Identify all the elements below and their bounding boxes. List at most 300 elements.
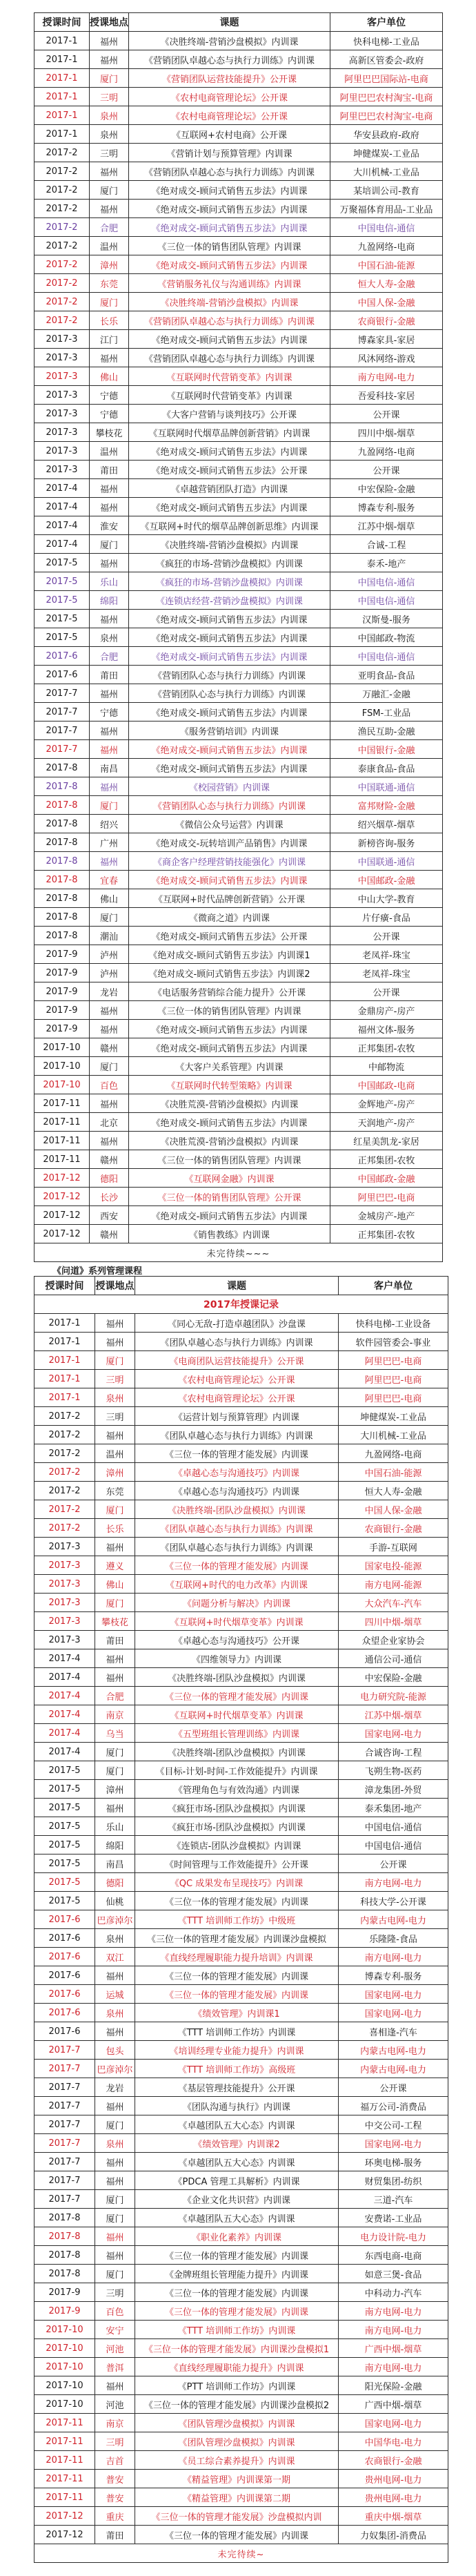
client-cell: 阿里巴巴-电商 [339, 1370, 448, 1388]
place-cell: 佛山 [90, 367, 129, 386]
place-cell: 宁德 [90, 405, 129, 423]
place-cell: 厦门 [90, 1057, 129, 1076]
place-cell: 福州 [95, 1799, 135, 1817]
place-cell: 厦门 [95, 2115, 135, 2134]
client-cell: 国家电网-电力 [339, 1724, 448, 1743]
topic-cell: 《卓越心态与沟通技巧》内训课 [135, 1482, 339, 1500]
client-cell: 阿里巴巴农村淘宝-电商 [330, 88, 443, 106]
place-cell: 乌当 [95, 1724, 135, 1743]
table-row [34, 2507, 448, 2526]
table-row [34, 367, 443, 386]
date-cell: 2017-2 [34, 1463, 95, 1482]
topic-cell: 《三位一体的管理才能发展》内训课 [135, 2283, 339, 2302]
client-cell: 恒大人寿-金融 [330, 274, 443, 293]
client-cell: 大川机械-工业品 [339, 1426, 448, 1444]
date-cell: 2017-3 [34, 405, 90, 423]
date-cell: 2017-5 [34, 1854, 95, 1873]
place-cell: 厦门 [90, 908, 129, 927]
topic-cell: 《企业文化共识营》内训课 [135, 2190, 339, 2209]
client-cell: 博森专利-服务 [339, 1966, 448, 1985]
client-cell: 四川中烟-烟草 [330, 423, 443, 442]
table-row [34, 2097, 448, 2115]
place-cell: 长沙 [90, 1188, 129, 1206]
date-cell: 2017-7 [34, 2153, 95, 2171]
place-cell: 泉州 [95, 2004, 135, 2022]
topic-cell: 《精益管理》内训课第一期 [135, 2470, 339, 2488]
topic-cell: 《管理角色与有效沟通》内训课 [135, 1780, 339, 1799]
date-cell: 2017-1 [34, 1388, 95, 1407]
date-cell: 2017-8 [34, 796, 90, 815]
date-cell: 2017-8 [34, 777, 90, 796]
date-cell: 2017-2 [34, 200, 90, 218]
table-row [34, 1206, 443, 1225]
place-cell: 福州 [90, 684, 129, 703]
topic-cell: 《卓越团队五大心态》内训课 [135, 2153, 339, 2171]
table-row [34, 815, 443, 833]
topic-cell: 《PDCA 管理工具解析》内训课 [135, 2171, 339, 2190]
place-cell: 厦门 [95, 1743, 135, 1761]
client-cell: 中国人保-金融 [339, 1500, 448, 1519]
client-cell: 南方电网-电力 [339, 2302, 448, 2321]
date-cell: 2017-1 [34, 1370, 95, 1388]
client-cell: 中国联通-通信 [330, 852, 443, 871]
date-cell: 2017-3 [34, 349, 90, 367]
date-cell: 2017-2 [34, 1500, 95, 1519]
date-cell: 2017-10 [34, 2321, 95, 2339]
date-cell: 2017-2 [34, 255, 90, 274]
topic-cell: 《疯狂的市场-营销沙盘模拟》内训课 [129, 554, 330, 572]
place-cell: 漳州 [95, 1780, 135, 1799]
table-row [34, 1724, 448, 1743]
topic-cell: 《决胜终端-团队沙盘模拟》内训课 [135, 1668, 339, 1687]
client-cell: 渔民互助-金融 [330, 722, 443, 740]
table-row [34, 2451, 448, 2470]
client-cell: 中国邮政-金融 [330, 1169, 443, 1188]
date-cell: 2017-3 [34, 367, 90, 386]
header-topic: 课题 [129, 13, 330, 32]
topic-cell: 《疯狂市场-团队沙盘模拟》内训课 [135, 1799, 339, 1817]
topic-cell: 《决胜终端-营销沙盘模拟》内训课 [129, 32, 330, 50]
table-row [34, 1314, 448, 1333]
client-cell: 贵州电网-电力 [339, 2488, 448, 2507]
date-cell: 2017-5 [34, 610, 90, 628]
topic-cell: 《直线经理履职能力提升培训》内训课 [135, 1948, 339, 1966]
date-cell: 2017-11 [34, 1150, 90, 1169]
date-cell: 2017-12 [34, 2526, 95, 2544]
date-cell: 2017-7 [34, 2171, 95, 2190]
topic-cell: 《农村电商管理论坛》公开课 [129, 88, 330, 106]
place-cell: 河池 [95, 2339, 135, 2358]
client-cell: 绍兴烟草-烟草 [330, 815, 443, 833]
date-cell: 2017-1 [34, 1314, 95, 1333]
place-cell: 宜春 [90, 871, 129, 889]
table-row [34, 1188, 443, 1206]
date-cell: 2017-1 [34, 69, 90, 88]
sales-course-table [34, 12, 443, 1262]
client-cell: 力奴集团-消费品 [339, 2526, 448, 2544]
client-cell: 东西电商-电商 [339, 2246, 448, 2265]
client-cell: 红星美凯龙-家居 [330, 1132, 443, 1150]
topic-cell: 《疯狂的市场-营销沙盘模拟》内训课 [129, 572, 330, 591]
place-cell: 莆田 [90, 666, 129, 684]
topic-cell: 《决胜终端-营销沙盘模拟》内训课 [129, 535, 330, 554]
client-cell: 公开课 [330, 982, 443, 1001]
place-cell: 三明 [90, 144, 129, 162]
place-cell: 合肥 [90, 218, 129, 237]
client-cell: 中国石油-能源 [339, 1463, 448, 1482]
topic-cell: 《营销计划与预算管理》内训课 [129, 144, 330, 162]
place-cell: 福州 [90, 722, 129, 740]
place-cell: 乐山 [95, 1817, 135, 1836]
place-cell: 赣州 [90, 1150, 129, 1169]
topic-cell: 《绩效管理》内训课1 [135, 2004, 339, 2022]
topic-cell: 《员工综合素养提升》内训课 [135, 2451, 339, 2470]
table-row [34, 1113, 443, 1132]
table-row [34, 647, 443, 666]
place-cell: 厦门 [95, 1594, 135, 1612]
topic-cell: 《问题分析与解决》内训课 [135, 1594, 339, 1612]
topic-cell: 《决胜终端-团队沙盘模拟》内训课 [135, 1743, 339, 1761]
place-cell: 厦门 [95, 1351, 135, 1370]
client-cell: 大川机械-工业品 [330, 162, 443, 181]
client-cell: 贵州电网-电力 [339, 2470, 448, 2488]
topic-cell: 《三位一体的管理才能发展》内训课 [135, 2526, 339, 2544]
table-header-row [34, 13, 443, 32]
client-cell: 国家电投-能源 [339, 1556, 448, 1575]
table-row [34, 554, 443, 572]
section-title: 《问道》系列管理课程 [52, 1266, 143, 1277]
topic-cell: 《营销团队卓越心态与执行力训练》内训课 [129, 50, 330, 69]
table-row [34, 1519, 448, 1538]
client-cell: 南方电网-电力 [339, 2358, 448, 2376]
topic-cell: 《三位一体的管理才能发展》内训课沙盘模拟 [135, 1929, 339, 1948]
table-row [34, 759, 443, 777]
topic-cell: 《绝对成交-顾问式销售五步法》内训课2 [129, 964, 330, 982]
topic-cell: 《职业化素养》内训课 [135, 2227, 339, 2246]
client-cell: 广西中烟-烟草 [339, 2395, 448, 2414]
client-cell: 农商银行-金融 [339, 2451, 448, 2470]
place-cell: 莆田 [95, 1631, 135, 1649]
client-cell: 重庆中烟-烟草 [339, 2507, 448, 2526]
date-cell: 2017-5 [34, 1761, 95, 1780]
date-cell: 2017-4 [34, 1687, 95, 1705]
place-cell: 东莞 [95, 1482, 135, 1500]
place-cell: 莆田 [90, 461, 129, 479]
place-cell: 赣州 [90, 1225, 129, 1243]
client-cell: 内蒙古电网-电力 [339, 2041, 448, 2060]
topic-cell: 《服务营销培训》内训课 [129, 722, 330, 740]
place-cell: 福州 [95, 1426, 135, 1444]
client-cell: 电力设计院-电力 [339, 2227, 448, 2246]
date-cell: 2017-7 [34, 740, 90, 759]
table-row [34, 908, 443, 927]
date-cell: 2017-11 [34, 1132, 90, 1150]
place-cell: 福州 [95, 1538, 135, 1556]
topic-cell: 《绝对成交-顾问式销售五步法》内训课 [129, 610, 330, 628]
place-cell: 厦门 [95, 2265, 135, 2283]
client-cell: 风沐网络-游戏 [330, 349, 443, 367]
client-cell: 中国邮政-电商 [330, 1076, 443, 1094]
date-cell: 2017-4 [34, 498, 90, 516]
place-cell: 福州 [95, 2171, 135, 2190]
topic-cell: 《互联网+时代的烟草品牌创新思维》内训课 [129, 516, 330, 535]
table-row [34, 964, 443, 982]
topic-cell: 《营销团队心态与执行力训练》内训课 [129, 684, 330, 703]
place-cell: 宁德 [90, 386, 129, 405]
topic-cell: 《金牌班组长管理能力提升》内训课 [135, 2265, 339, 2283]
topic-cell: 《绝对成交-玩转培训产品销售》内训课 [129, 833, 330, 852]
place-cell: 仙桃 [95, 1892, 135, 1910]
place-cell: 绵阳 [90, 591, 129, 610]
client-cell: 阿里巴巴-电商 [330, 1188, 443, 1206]
table-row [34, 144, 443, 162]
place-cell: 三明 [95, 2283, 135, 2302]
topic-cell: 《绝对成交-顾问式销售五步法》内训课 [129, 218, 330, 237]
client-cell: 吾爱科技-家居 [330, 386, 443, 405]
sales-table-body [34, 32, 443, 1243]
date-cell: 2017-5 [34, 591, 90, 610]
record-year-row [34, 1295, 448, 1314]
table-row [34, 2153, 448, 2171]
table-row [34, 1001, 443, 1020]
date-cell: 2017-3 [34, 1631, 95, 1649]
client-cell: 快科电梯-工业品 [330, 32, 443, 50]
place-cell: 福州 [90, 50, 129, 69]
place-cell: 宁德 [90, 703, 129, 722]
client-cell: 正邦集团-农牧 [330, 1150, 443, 1169]
topic-cell: 《电话服务营销综合能力提升》公开课 [129, 982, 330, 1001]
date-cell: 2017-6 [34, 1929, 95, 1948]
table-row [34, 1426, 448, 1444]
table-row [34, 1631, 448, 1649]
date-cell: 2017-7 [34, 2041, 95, 2060]
date-cell: 2017-3 [34, 461, 90, 479]
date-cell: 2017-2 [34, 237, 90, 255]
client-cell: 喜相逢-汽车 [339, 2022, 448, 2041]
client-cell: 合诚-工程 [330, 535, 443, 554]
place-cell: 淮安 [90, 516, 129, 535]
client-cell: 老凤祥-珠宝 [330, 964, 443, 982]
table-row [34, 1169, 443, 1188]
table-row [34, 498, 443, 516]
date-cell: 2017-8 [34, 889, 90, 908]
topic-cell: 《绝对成交-顾问式销售五步法》内训课 [129, 255, 330, 274]
table-row [34, 311, 443, 330]
date-cell: 2017-4 [34, 535, 90, 554]
date-cell: 2017-10 [34, 2339, 95, 2358]
client-cell: 公开课 [330, 927, 443, 945]
place-cell: 泉州 [95, 2134, 135, 2153]
topic-cell: 《同心无敌-打造卓越团队》沙盘课 [135, 1314, 339, 1333]
client-cell: 中国电信-通信 [330, 572, 443, 591]
topic-cell: 《互联网+时代的电力改革》内训课 [135, 1575, 339, 1594]
date-cell: 2017-10 [34, 2376, 95, 2395]
topic-cell: 《三位一体的销售团队管理》内训课 [129, 1001, 330, 1020]
table-row [34, 1873, 448, 1892]
place-cell: 乐山 [90, 572, 129, 591]
date-cell: 2017-10 [34, 2395, 95, 2414]
date-cell: 2017-3 [34, 1575, 95, 1594]
date-cell: 2017-1 [34, 1351, 95, 1370]
client-cell: 阿里巴巴-电商 [339, 1351, 448, 1370]
topic-cell: 《绝对成交-顾问式销售五步法》内训课 [129, 200, 330, 218]
table-row [34, 349, 443, 367]
client-cell: 阳光保险-金融 [339, 2376, 448, 2395]
topic-cell: 《时间管理与工作效能提升》公开课 [135, 1854, 339, 1873]
table-row [34, 610, 443, 628]
table-row [34, 2246, 448, 2265]
client-cell: 新榜咨询-服务 [330, 833, 443, 852]
client-cell: 某培训公司-教育 [330, 181, 443, 200]
client-cell: 大众汽车-汽车 [339, 1594, 448, 1612]
date-cell: 2017-9 [34, 2283, 95, 2302]
date-cell: 2017-7 [34, 2134, 95, 2153]
topic-cell: 《决胜荒漠-营销沙盘模拟》内训课 [129, 1132, 330, 1150]
topic-cell: 《大客户关系管理》内训课 [129, 1057, 330, 1076]
topic-cell: 《绝对成交-顾问式销售五步法》内训课 [129, 1038, 330, 1057]
date-cell: 2017-8 [34, 815, 90, 833]
table-row [34, 871, 443, 889]
place-cell: 潮汕 [90, 927, 129, 945]
place-cell: 长乐 [95, 1519, 135, 1538]
date-cell: 2017-11 [34, 2432, 95, 2451]
topic-cell: 《营销团队卓越心态与执行力训练》内训课 [129, 162, 330, 181]
topic-cell: 《绩效管理》内训课2 [135, 2134, 339, 2153]
place-cell: 福州 [95, 2227, 135, 2246]
table-row [34, 1892, 448, 1910]
place-cell: 福州 [95, 2097, 135, 2115]
table-row [34, 1929, 448, 1948]
date-cell: 2017-3 [34, 1538, 95, 1556]
place-cell: 漳州 [90, 255, 129, 274]
client-cell: 九盈网络-电商 [330, 442, 443, 461]
topic-cell: 《绝对成交-顾问式销售五步法》内训课 [129, 1113, 330, 1132]
table-row [34, 200, 443, 218]
date-cell: 2017-5 [34, 572, 90, 591]
topic-cell: 《QC 成果发布呈现技巧》内训课 [135, 1873, 339, 1892]
client-cell: 南方电网-能源 [339, 1575, 448, 1594]
topic-cell: 《TTT 培训师工作坊》高级班 [135, 2060, 339, 2078]
place-cell: 龙岩 [95, 2078, 135, 2097]
date-cell: 2017-5 [34, 1836, 95, 1854]
topic-cell: 《PTT 培训师工作坊》内训课 [135, 2376, 339, 2395]
place-cell: 厦门 [90, 796, 129, 815]
table-row [34, 1668, 448, 1687]
date-cell: 2017-4 [34, 1705, 95, 1724]
table-row [34, 796, 443, 815]
client-cell: 亚明食品-食品 [330, 666, 443, 684]
client-cell: 乐隆隆-食品 [339, 1929, 448, 1948]
client-cell: 正邦集团-农牧 [330, 1225, 443, 1243]
place-cell: 福州 [90, 610, 129, 628]
topic-cell: 《绝对成交-顾问式销售五步法》内训课1 [129, 945, 330, 964]
place-cell: 泉州 [90, 106, 129, 125]
table-row [34, 2265, 448, 2283]
topic-cell: 《互联网时代营销变革》内训课 [129, 386, 330, 405]
client-cell: 中宏保险-金融 [339, 1668, 448, 1687]
date-cell: 2017-8 [34, 759, 90, 777]
client-cell: 中国银行-金融 [330, 740, 443, 759]
topic-cell: 《目标-计划-时间-工作效能提升》内训课 [135, 1761, 339, 1780]
table-row [34, 777, 443, 796]
table-row [34, 50, 443, 69]
place-cell: 南昌 [95, 1854, 135, 1873]
table-row [34, 516, 443, 535]
header-client: 客户单位 [330, 13, 443, 32]
place-cell: 三明 [95, 1407, 135, 1426]
table-row [34, 69, 443, 88]
record-year-label: 2017年授课记录 [34, 1295, 448, 1314]
client-cell: 江苏中烟-烟草 [339, 1705, 448, 1724]
place-cell: 南京 [95, 2414, 135, 2432]
topic-cell: 《绝对成交-顾问式销售五步法》内训课 [129, 1206, 330, 1225]
date-cell: 2017-9 [34, 945, 90, 964]
table-row [34, 274, 443, 293]
place-cell: 攀枝花 [90, 423, 129, 442]
table-row [34, 722, 443, 740]
date-cell: 2017-11 [34, 1113, 90, 1132]
place-cell: 双江 [95, 1948, 135, 1966]
client-cell: 中国邮政-金融 [330, 871, 443, 889]
place-cell: 重庆 [95, 2507, 135, 2526]
place-cell: 普安 [95, 2488, 135, 2507]
table-row [34, 572, 443, 591]
place-cell: 遵义 [95, 1556, 135, 1575]
table-row [34, 2414, 448, 2432]
table-row [34, 1780, 448, 1799]
place-cell: 三明 [95, 1370, 135, 1388]
client-cell: 三道-汽车 [339, 2190, 448, 2209]
client-cell: 博森专利-服务 [330, 498, 443, 516]
place-cell: 龙岩 [90, 982, 129, 1001]
topic-cell: 《营销服务礼仪与沟通训练》内训课 [129, 274, 330, 293]
place-cell: 福州 [95, 2376, 135, 2395]
table-row [34, 1132, 443, 1150]
date-cell: 2017-2 [34, 181, 90, 200]
place-cell: 德阳 [95, 1873, 135, 1892]
client-cell: 国家电网-电力 [339, 2004, 448, 2022]
table-row [34, 1594, 448, 1612]
date-cell: 2017-5 [34, 1799, 95, 1817]
place-cell: 福州 [90, 200, 129, 218]
date-cell: 2017-7 [34, 2060, 95, 2078]
topic-cell: 《卓越心态与沟通技巧》内训课 [135, 1463, 339, 1482]
topic-cell: 《连锁店经营-营销沙盘模拟》内训课 [129, 591, 330, 610]
continued-note: 未完待续~~~ [34, 1243, 443, 1262]
table-row [34, 927, 443, 945]
client-cell: 江苏中烟-烟草 [330, 516, 443, 535]
client-cell: 泰禾集团-地产 [339, 1799, 448, 1817]
topic-cell: 《决胜荒漠-营销沙盘模拟》内训课 [129, 1094, 330, 1113]
date-cell: 2017-11 [34, 1094, 90, 1113]
date-cell: 2017-9 [34, 964, 90, 982]
table-row [34, 1948, 448, 1966]
topic-cell: 《卓越团队五大心态》内训课 [135, 2115, 339, 2134]
table-row [34, 666, 443, 684]
date-cell: 2017-2 [34, 1444, 95, 1463]
topic-cell: 《绝对成交-顾问式销售五步法》内训课 [129, 628, 330, 647]
place-cell: 佛山 [90, 889, 129, 908]
topic-cell: 《三位一体的销售团队管理》公开课 [129, 1188, 330, 1206]
table-row [34, 2171, 448, 2190]
client-cell: 中山大学-教育 [330, 889, 443, 908]
place-cell: 北京 [90, 1113, 129, 1132]
topic-cell: 《卓越营销团队打造》内训课 [129, 479, 330, 498]
header-topic: 课题 [135, 1277, 339, 1295]
date-cell: 2017-3 [34, 1556, 95, 1575]
table-row [34, 330, 443, 349]
client-cell: 中国电信-通信 [330, 218, 443, 237]
